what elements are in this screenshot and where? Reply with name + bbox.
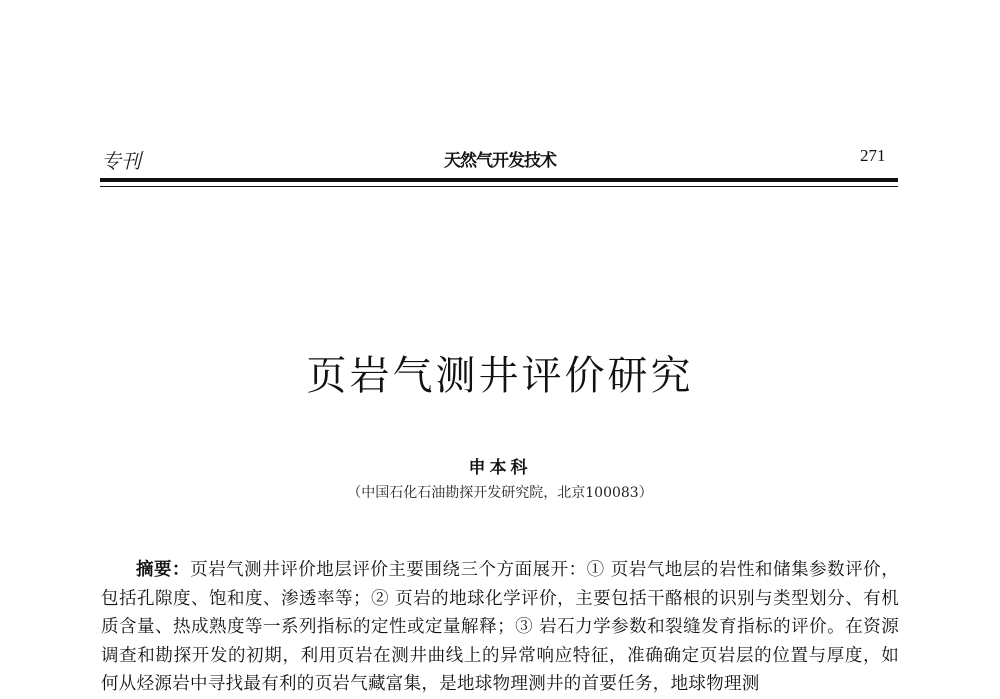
journal-name: 天然气开发技术 [444,151,556,171]
header-rule-thick [100,178,898,182]
author-name: 申本科 [468,458,532,478]
author-affiliation: （中国石化石油勘探开发研究院，北京100083） [347,485,653,501]
page-number: 271 [860,146,886,165]
journal-section-label: 专刊 [101,149,141,173]
abstract-label: 摘要： [136,560,191,580]
abstract [101,556,899,699]
abstract-text: 页岩气测井评价地层评价主要围绕三个方面展开：① 页岩气地层的岩性和储集参数评价，包括孔隙度、饱和度、渗透率等；② 页岩的地球化学评价，主要包括干酪根的识别与类型划分、有机质含量、热成熟度等一系列指标的定性或定量解释；③ 岩石力学参数和裂缝发育指标的评价。在资源调查和勘探开发的初期，利用页岩在测井曲线上的异常响应特征，准确确定页岩层的位置与厚度，如何从烃源岩中寻找最有利的页岩气藏富集，是地球物理测井的首要任务，地球物理测 [101,560,900,695]
paper-title: 页岩气测井评价研究 [306,353,694,399]
header-rule-thin [100,186,898,187]
